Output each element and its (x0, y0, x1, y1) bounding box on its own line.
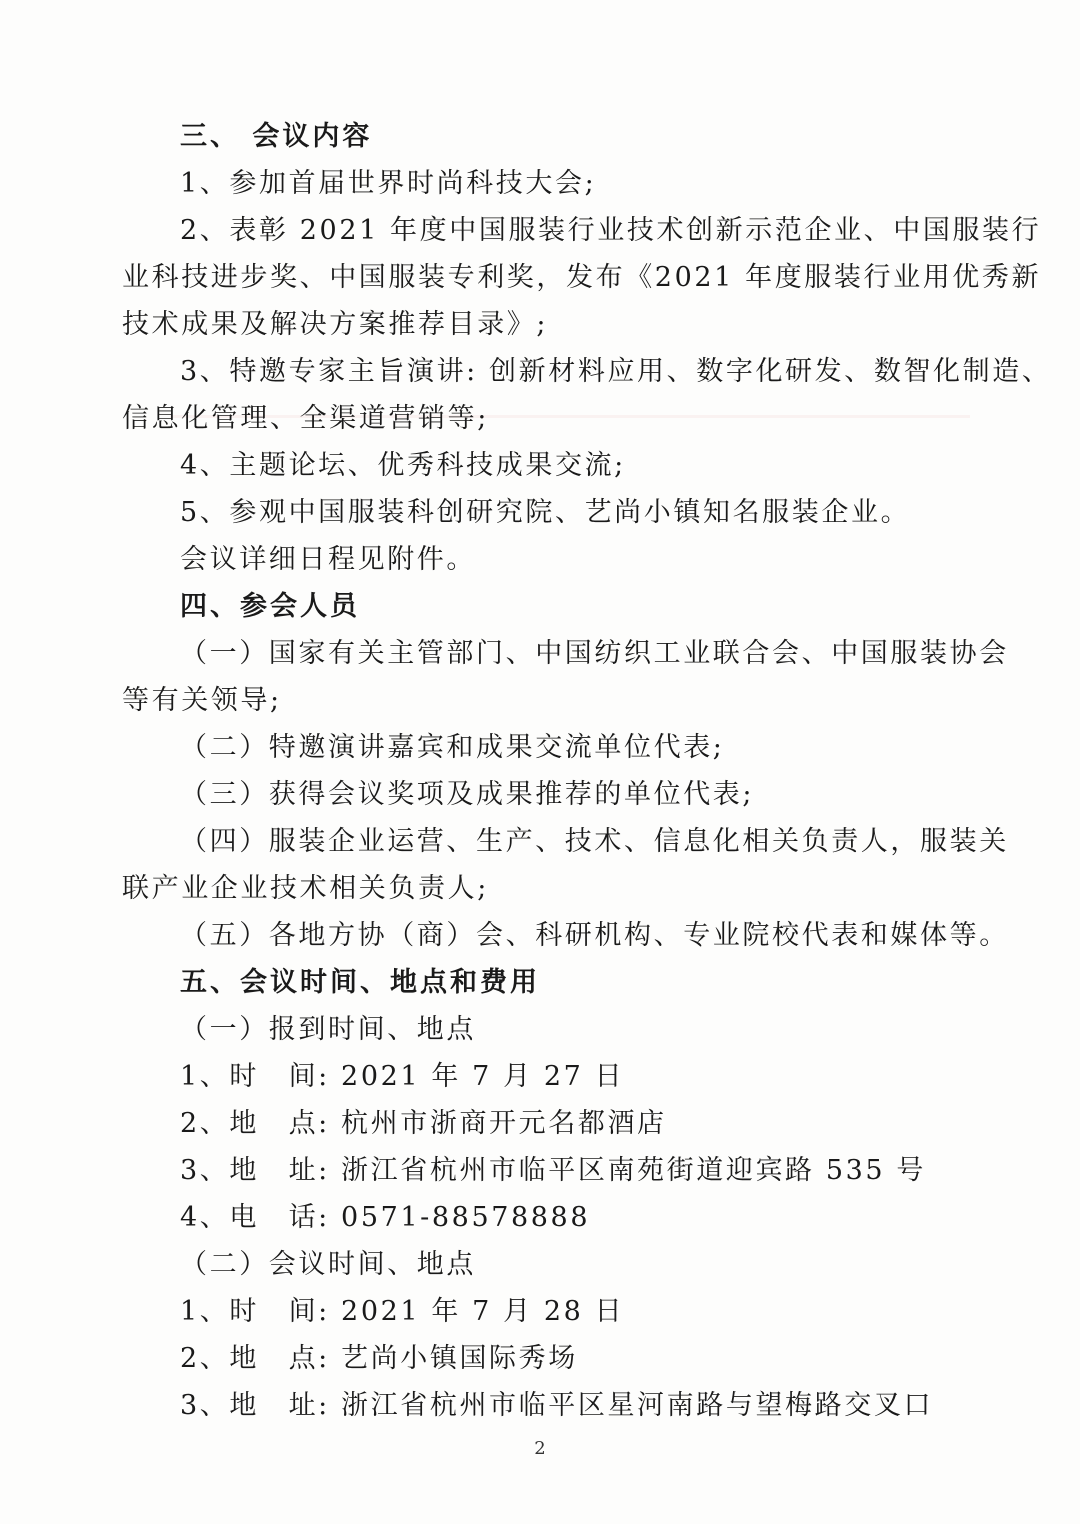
paragraph-line: 等有关领导; (122, 685, 282, 716)
paragraph-line: 业科技进步奖、中国服装专利奖，发布《2021 年度服装行业用优秀新 (122, 262, 1042, 293)
paragraph-line: 1、参加首届世界时尚科技大会; (180, 168, 597, 199)
paragraph-line: 信息化管理、全渠道营销等; (122, 403, 489, 434)
section-heading-time-place-fee: 五、会议时间、地点和费用 (180, 967, 540, 998)
paragraph-line: （三）获得会议奖项及成果推荐的单位代表; (180, 779, 755, 810)
paragraph-line: 3、地 址: 浙江省杭州市临平区星河南路与望梅路交叉口 (180, 1390, 934, 1421)
section-heading-attendees: 四、参会人员 (180, 591, 360, 622)
paragraph-line: 2、表彰 2021 年度中国服装行业技术创新示范企业、中国服装行 (180, 215, 1042, 246)
paragraph-line: 3、地 址: 浙江省杭州市临平区南苑街道迎宾路 535 号 (180, 1155, 926, 1186)
page-number: 2 (534, 1438, 546, 1459)
paragraph-line: （四）服装企业运营、生产、技术、信息化相关负责人，服装关 (180, 826, 1009, 857)
paragraph-line: （二）会议时间、地点 (180, 1249, 476, 1280)
paragraph-line: （二）特邀演讲嘉宾和成果交流单位代表; (180, 732, 725, 763)
paragraph-line: （一）报到时间、地点 (180, 1014, 476, 1045)
paragraph-line: 联产业企业技术相关负责人; (122, 873, 489, 904)
paragraph-line: 3、特邀专家主旨演讲: 创新材料应用、数字化研发、数智化制造、 (180, 356, 1052, 387)
paragraph-line: 技术成果及解决方案推荐目录》; (122, 309, 549, 340)
paragraph-line: 1、时 间: 2021 年 7 月 28 日 (180, 1296, 625, 1327)
paragraph-line: （一）国家有关主管部门、中国纺织工业联合会、中国服装协会 (180, 638, 1009, 669)
paragraph-line: 2、地 点: 杭州市浙商开元名都酒店 (180, 1108, 667, 1139)
section-heading-meeting-content: 三、 会议内容 (180, 121, 373, 152)
paragraph-line: （五）各地方协（商）会、科研机构、专业院校代表和媒体等。 (180, 920, 1009, 951)
paragraph-line: 2、地 点: 艺尚小镇国际秀场 (180, 1343, 578, 1374)
paragraph-line: 5、参观中国服装科创研究院、艺尚小镇知名服装企业。 (180, 497, 911, 528)
paragraph-line: 会议详细日程见附件。 (180, 544, 476, 575)
paragraph-line: 4、电 话: 0571-88578888 (180, 1202, 591, 1233)
paragraph-line: 1、时 间: 2021 年 7 月 27 日 (180, 1061, 625, 1092)
paragraph-line: 4、主题论坛、优秀科技成果交流; (180, 450, 626, 481)
